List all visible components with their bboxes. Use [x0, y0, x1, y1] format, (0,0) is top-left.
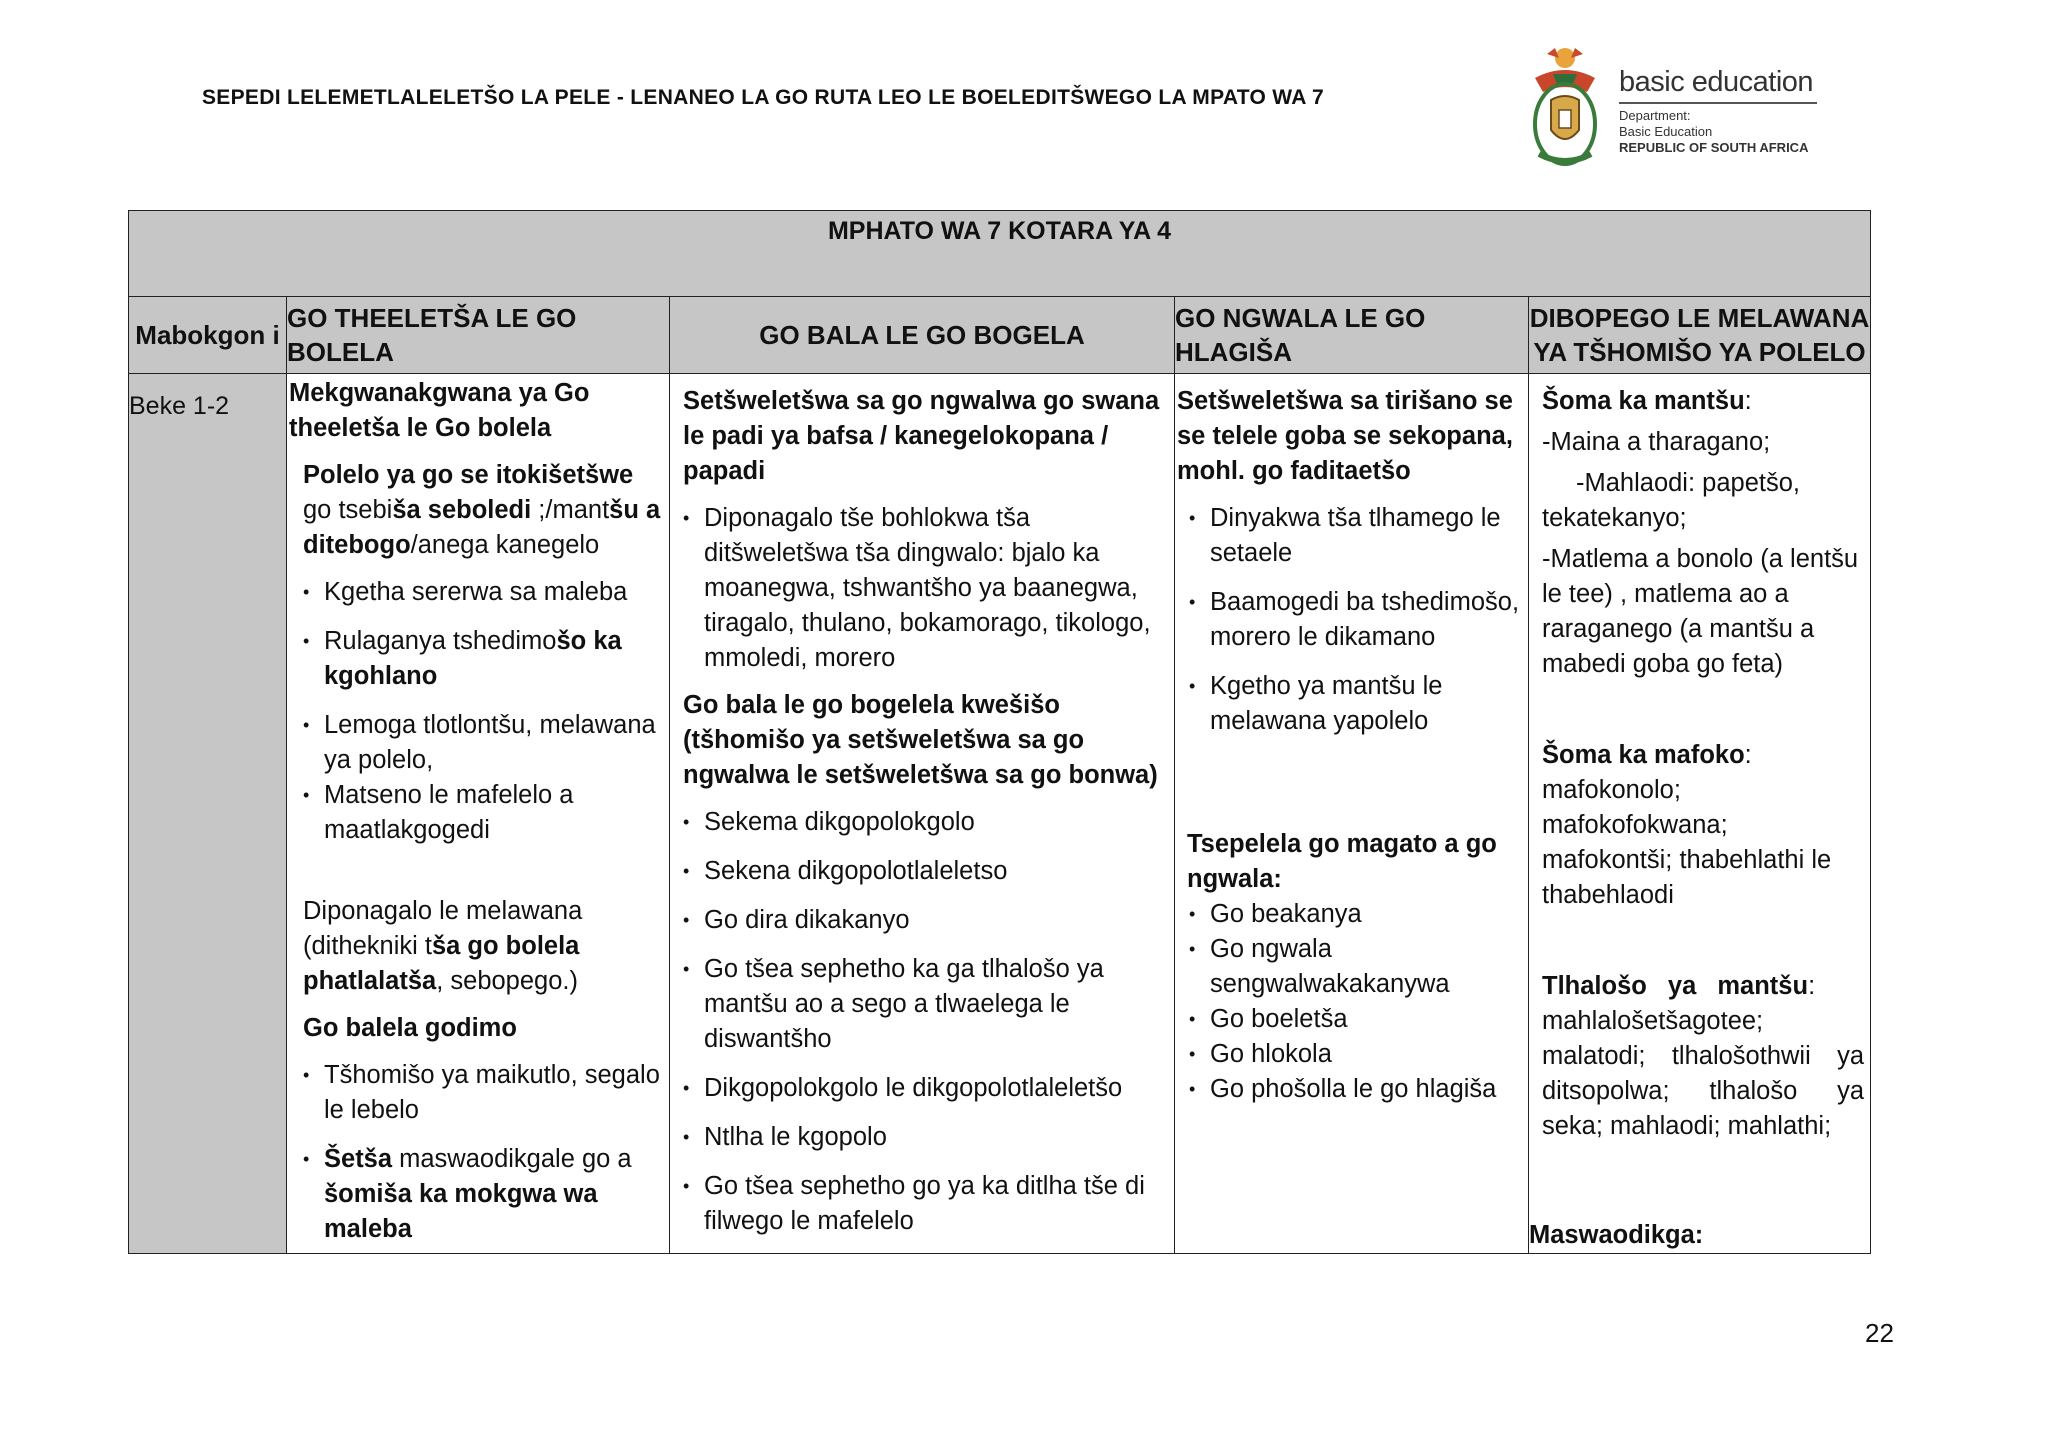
reading-heading: Setšweletšwa sa go ngwalwa go swana le padi ya bafsa / kanegelokopana / papadi — [683, 387, 1160, 485]
reading-list-a — [683, 501, 1168, 676]
list-item: • Šetša maswaodikgale go a šomiša ka mokgwa wa maleba — [303, 1142, 667, 1247]
list-item: • Go hlokola — [1189, 1037, 1524, 1072]
list-item: • Go boeletša — [1189, 1002, 1524, 1037]
logo-country: REPUBLIC OF SOUTH AFRICA — [1619, 140, 1809, 155]
list-item: • Go dira dikakanyo — [683, 903, 1168, 938]
dbe-logo — [1525, 44, 1825, 174]
writing-list-a — [1177, 501, 1524, 739]
meaning-heading: Tlhalošo ya mantšu: — [1542, 972, 1816, 1000]
title-row — [129, 211, 1871, 297]
logo-brand: basic education — [1619, 66, 1814, 98]
table-title: MPHATO WA 7 KOTARA YA 4 — [129, 211, 1871, 297]
speech-features: Diponagalo le melawana (dithekniki tša go bolela phatlalatša, sebopego.) — [303, 897, 583, 995]
language-item: mafokonolo; mafokofokwana; mafokontši; thabehlathi le thabehlaodi — [1542, 776, 1832, 909]
list-item: • Go ngwala sengwalwakakanywa — [1189, 932, 1524, 1002]
language-item: -Mahlaodi: papetšo, tekatekanyo; — [1542, 469, 1800, 532]
list-item: • Go tšea sephetho ka ga tlhalošo ya mantšu ao a sego a tlwaelega le diswantšho — [683, 952, 1168, 1057]
listening-heading: Mekgwanakgwana ya Go theeletša le Go bolela — [289, 379, 590, 442]
curriculum-table — [128, 210, 1871, 1254]
logo-divider — [1619, 102, 1817, 104]
page-number: 22 — [1865, 1318, 1894, 1348]
prepared-speech: Polelo ya go se itokišetšwe go tsebiša seboledi ;/mantšu a ditebogo/anega kanegelo — [303, 461, 661, 559]
words-heading: Šoma ka mantšu: — [1542, 387, 1752, 415]
list-item: • Rulaganya tshedimošo ka kgohlano — [303, 624, 667, 694]
list-item: • Kgetha sererwa sa maleba — [303, 575, 667, 610]
logo-dept-line: Department: — [1619, 108, 1691, 123]
list-item: • Baamogedi ba tshedimošo, morero le dikamano — [1189, 585, 1524, 655]
list-item: • Diponagalo tše bohlokwa tša ditšweletšwa tša dingwalo: bjalo ka moanegwa, tshwantšho ya baanegwa, tiragalo, thulano, bokamorago, tikologo, mmoledi, morero — [683, 501, 1168, 676]
listening-body — [289, 458, 667, 1247]
col-head-language: DIBOPEGO LE MELAWANA YA TŠHOMIŠO YA POLELO — [1529, 297, 1871, 374]
list-item: • Go phošolla le go hlagiša — [1189, 1072, 1524, 1107]
col-head-skills: Mabokgon i — [129, 297, 287, 374]
reading-aloud-heading: Go balela godimo — [303, 1014, 517, 1042]
week-label: Beke 1-2 — [129, 374, 287, 1254]
coat-of-arms-icon — [1525, 44, 1605, 170]
reading-comprehension-heading: Go bala le go bogelela kwešišo (tšhomišo ya setšweletšwa sa go ngwalwa le setšweletšwa sa go bonwa) — [683, 691, 1158, 789]
list-item: • Kgetho ya mantšu le melawana yapolelo — [1189, 669, 1524, 739]
listening-list-c — [303, 1058, 667, 1247]
sentences-heading: Šoma ka mafoko: — [1542, 741, 1752, 769]
language-item: mahlalošetšagotee; malatodi; tlhalošothwii ya ditsopolwa; tlhalošo ya seka; mahlaodi; mahlathi; — [1542, 1007, 1865, 1140]
column-header-row — [129, 297, 1871, 374]
language-item: -Maina a tharagano; — [1542, 428, 1771, 456]
reading-list-b — [683, 805, 1168, 1239]
logo-dept-line: Basic Education — [1619, 124, 1713, 139]
list-item: • Dikgopolokgolo le dikgopolotlaleletšo — [683, 1071, 1168, 1106]
writing-heading: Setšweletšwa sa tirišano se se telele goba se sekopana, mohl. go faditaetšo — [1177, 387, 1513, 485]
list-item: • Go tšea sephetho go ya ka ditlha tše di filwego le mafelelo — [683, 1169, 1168, 1239]
listening-list-a — [303, 575, 667, 848]
list-item: • Sekema dikgopolokgolo — [683, 805, 1168, 840]
document-header: SEPEDI LELEMETLALELETŠO LA PELE - LENANEO LA GO RUTA LEO LE BOELEDITŠWEGO LA MPATO WA 7 — [202, 86, 1325, 109]
col-head-reading: GO BALA LE GO BOGELA — [670, 297, 1175, 374]
list-item: • Lemoga tlotlontšu, melawana ya polelo, — [303, 708, 667, 778]
col-head-listening: GO THEELETŠA LE GO BOLELA — [287, 297, 670, 374]
col-head-writing: GO NGWALA LE GO HLAGIŠA — [1175, 297, 1529, 374]
list-item: • Matseno le mafelelo a maatlakgogedi — [303, 778, 667, 848]
writing-list-b — [1177, 897, 1524, 1107]
writing-process-heading: Tsepelela go magato a go ngwala: — [1187, 830, 1497, 893]
list-item: • Sekena dikgopolotlaleletso — [683, 854, 1168, 889]
reading-cell — [670, 374, 1175, 1254]
list-item: • Ntlha le kgopolo — [683, 1120, 1168, 1155]
list-item: • Go beakanya — [1189, 897, 1524, 932]
listening-cell — [287, 374, 670, 1254]
list-item: • Tšhomišo ya maikutlo, segalo le lebelo — [303, 1058, 667, 1128]
list-item: • Dinyakwa tša tlhamego le setaele — [1189, 501, 1524, 571]
punctuation-heading: Maswaodikga: — [1529, 1221, 1704, 1249]
language-item: -Matlema a bonolo (a lentšu le tee) , matlema ao a raraganego (a mantšu a mabedi goba go feta) — [1542, 545, 1859, 678]
language-cell — [1529, 374, 1871, 1254]
logo-department — [1619, 108, 1808, 156]
table-row — [129, 374, 1871, 1254]
writing-cell — [1175, 374, 1529, 1254]
